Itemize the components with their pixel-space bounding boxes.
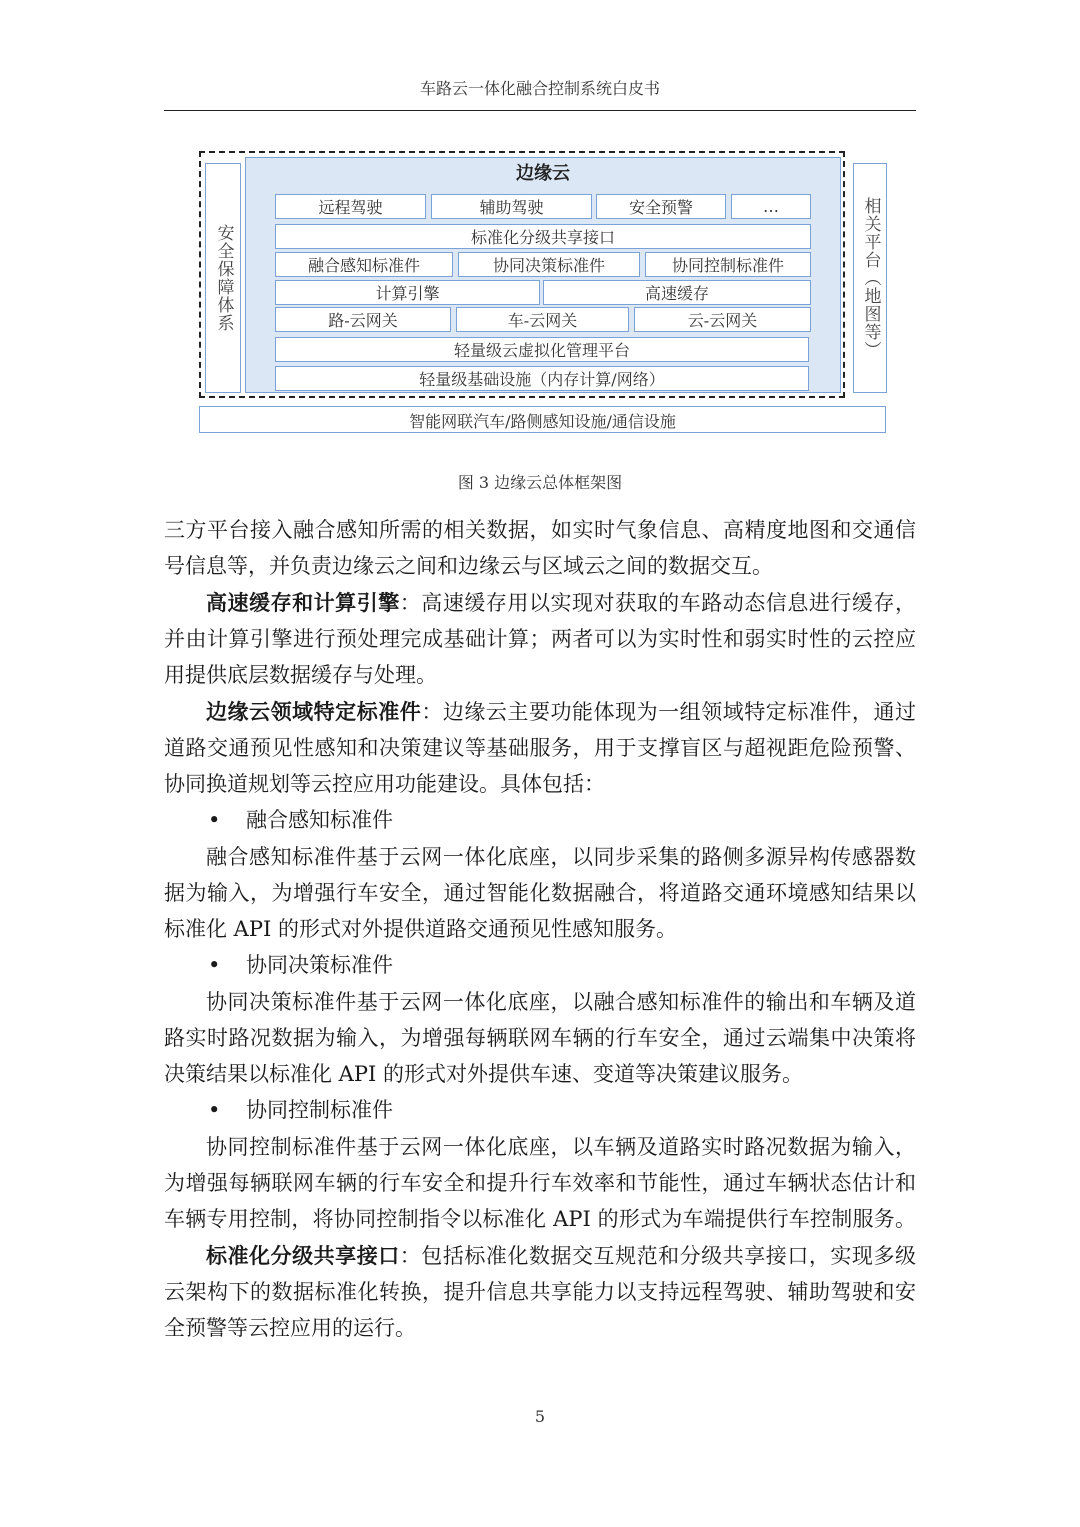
bullet1-dot: • — [208, 808, 221, 832]
bullet2-title: 协同决策标准件 — [246, 953, 393, 977]
para2-heading: 高速缓存和计算引擎 — [206, 590, 400, 615]
para1-line1: 三方平台接入融合感知所需的相关数据，如实时气象信息、高精度地图和交通信 — [164, 518, 916, 542]
more-box: … — [731, 194, 811, 219]
para1-line2: 号信息等，并负责边缘云之间和边缘云与区域云之间的数据交互。 — [164, 554, 773, 578]
bullet2-line3: 决策结果以标准化 API 的形式对外提供车速、变道等决策建议服务。 — [164, 1062, 803, 1086]
para3-line3: 协同换道规划等云控应用功能建设。具体包括： — [164, 772, 605, 796]
bullet2-line2: 路实时路况数据为输入，为增强每辆联网车辆的行车安全，通过云端集中决策将 — [164, 1026, 916, 1050]
high-speed-cache-box: 高速缓存 — [543, 280, 811, 305]
remote-driving-box: 远程驾驶 — [275, 194, 426, 219]
assisted-driving-box: 辅助驾驶 — [431, 194, 592, 219]
vehicle-cloud-gateway-box: 车-云网关 — [456, 307, 629, 332]
para2-line1 — [206, 591, 916, 615]
page-header: 车路云一体化融合控制系统白皮书 — [419, 79, 660, 98]
fusion-perception-box: 融合感知标准件 — [275, 252, 453, 277]
related-platform-label: 相关平台（地图等） — [860, 197, 881, 359]
shared-interface-box: 标准化分级共享接口 — [275, 224, 811, 249]
infrastructure-bottom-box: 智能网联汽车/路侧感知设施/通信设施 — [199, 406, 886, 433]
para3-text: ：边缘云主要功能体现为一组领域特定标准件，通过 — [421, 700, 916, 724]
safety-warning-box: 安全预警 — [596, 194, 726, 219]
para4-heading: 标准化分级共享接口 — [206, 1243, 400, 1268]
para3-line2: 道路交通预见性感知和决策建议等基础服务，用于支撑盲区与超视距危险预警、 — [164, 736, 916, 760]
bullet3-dot: • — [208, 1098, 221, 1122]
cooperative-control-box: 协同控制标准件 — [645, 252, 811, 277]
bullet1-line3: 标准化 API 的形式对外提供道路交通预见性感知服务。 — [164, 917, 677, 941]
para3-line1 — [206, 700, 916, 724]
bullet1-line1: 融合感知标准件基于云网一体化底座，以同步采集的路侧多源异构传感器数 — [206, 845, 916, 869]
bullet3-title: 协同控制标准件 — [246, 1098, 393, 1122]
cloud-cloud-gateway-box: 云-云网关 — [634, 307, 811, 332]
para2-line2: 并由计算引擎进行预处理完成基础计算；两者可以为实时性和弱实时性的云控应 — [164, 627, 916, 651]
virtualization-platform-box: 轻量级云虚拟化管理平台 — [275, 337, 809, 362]
bullet3-line2: 为增强每辆联网车辆的行车安全和提升行车效率和节能性，通过车辆状态估计和 — [164, 1171, 916, 1195]
security-system-box — [205, 163, 241, 393]
bullet3-line1: 协同控制标准件基于云网一体化底座，以车辆及道路实时路况数据为输入， — [206, 1135, 916, 1159]
bullet1-title: 融合感知标准件 — [246, 808, 393, 832]
para3-heading: 边缘云领域特定标准件 — [206, 699, 422, 724]
related-platform-box — [853, 163, 887, 393]
bullet3-line3: 车辆专用控制，将协同控制指令以标准化 API 的形式为车端提供行车控制服务。 — [164, 1207, 916, 1231]
para4-text: ：包括标准化数据交互规范和分级共享接口，实现多级 — [399, 1244, 916, 1268]
header-rule — [164, 110, 916, 111]
bullet1-line2: 据为输入，为增强行车安全，通过智能化数据融合，将道路交通环境感知结果以 — [164, 881, 916, 905]
cooperative-decision-box: 协同决策标准件 — [458, 252, 640, 277]
para2-line3: 用提供底层数据缓存与处理。 — [164, 663, 437, 687]
para4-line1 — [206, 1244, 916, 1268]
para4-line2: 云架构下的数据标准化转换，提升信息共享能力以支持远程驾驶、辅助驾驶和安 — [164, 1280, 916, 1304]
page-number: 5 — [534, 1407, 546, 1426]
compute-engine-box: 计算引擎 — [275, 280, 540, 305]
road-cloud-gateway-box: 路-云网关 — [275, 307, 451, 332]
infrastructure-box: 轻量级基础设施（内存计算/网络） — [275, 366, 809, 391]
bullet2-line1: 协同决策标准件基于云网一体化底座，以融合感知标准件的输出和车辆及道 — [206, 990, 916, 1014]
security-system-label: 安全保障体系 — [213, 224, 234, 332]
edge-cloud-title: 边缘云 — [516, 163, 570, 184]
figure-caption: 图 3 边缘云总体框架图 — [457, 473, 623, 492]
para4-line3: 全预警等云控应用的运行。 — [164, 1316, 416, 1340]
bullet2-dot: • — [208, 953, 221, 977]
para2-text: ：高速缓存用以实现对获取的车路动态信息进行缓存， — [399, 591, 916, 615]
